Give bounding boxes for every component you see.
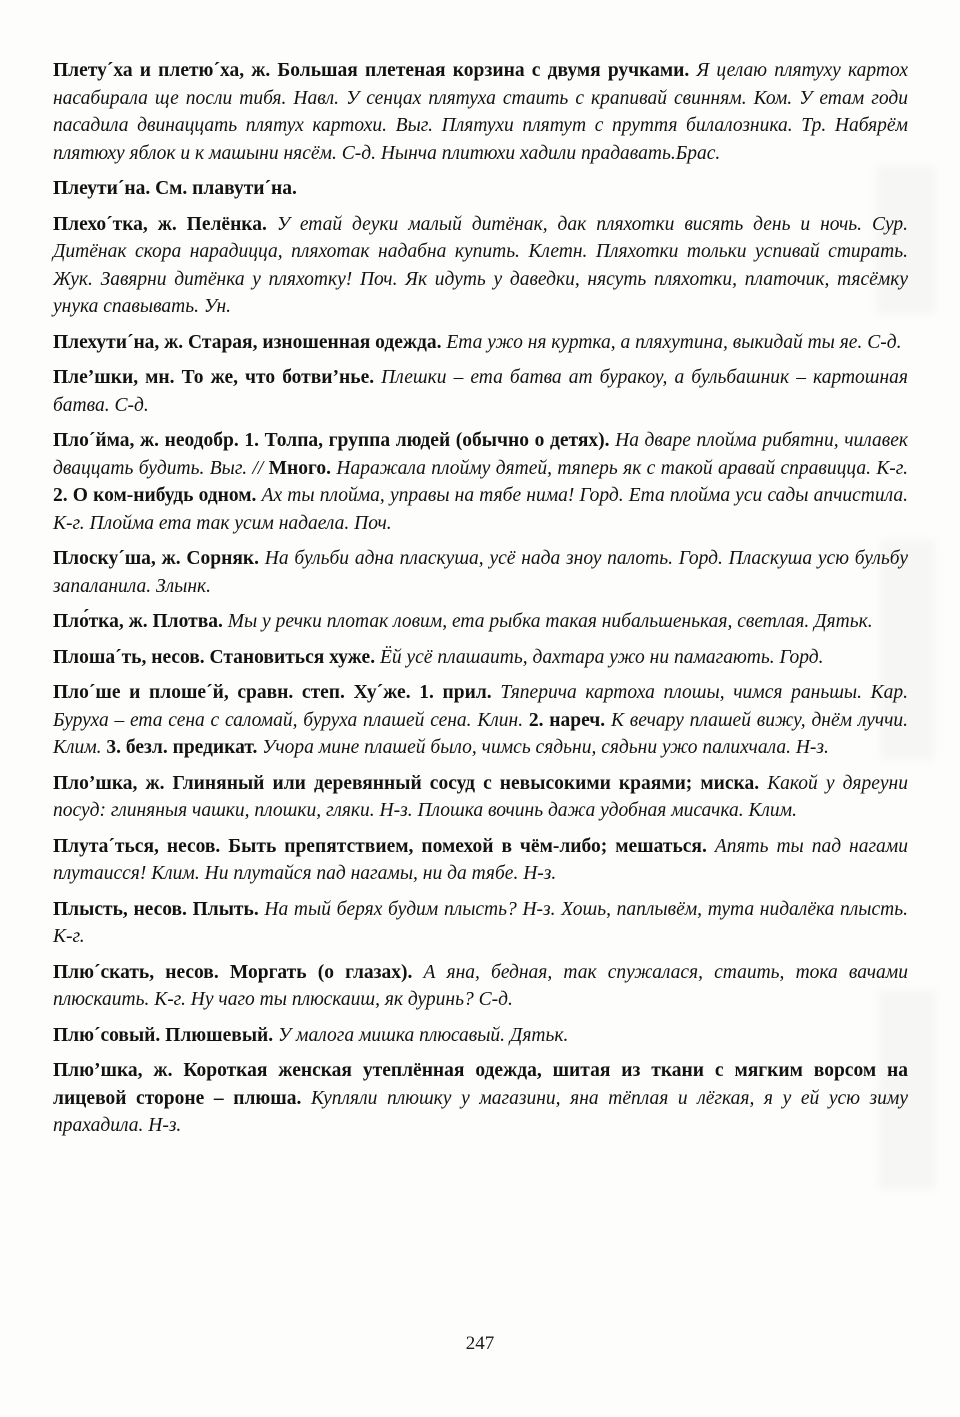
entry-example: На тый берях будим плысть? Н-з. Хошь, паплывём, тута нидалёка плысть. К-г. <box>53 898 908 947</box>
entry-example: Тяперича картоха плошы, чимся раньшы. Кар. Буруха – ета сена с саломай, буруха плашей сена. Клин. <box>53 682 908 731</box>
dictionary-entry <box>53 175 908 203</box>
entry-example: Купляли плюшку у магазини, яна тёплая и лёгкая, я у ей усю зиму прахадила. Н-з. <box>53 1087 909 1136</box>
entry-headword-definition: Пло’шка, ж. Глиняный или деревянный сосуд с невысокими краями; миска. <box>53 772 768 794</box>
entry-example: На бульби адна пласкуша, усё нада зноу палоть. Горд. Пласкуша усю бульбу запаланила. Злынк. <box>53 548 908 597</box>
entry-headword-definition: Плоску´ша, ж. Сорняк. <box>53 548 265 569</box>
dictionary-entry <box>53 364 908 419</box>
entry-headword-definition: Пло́тка, ж. Плотва. <box>53 611 228 632</box>
dictionary-entry <box>53 545 908 600</box>
entry-headword-definition: Плю´скать, несов. Моргать (о глазах). <box>53 961 424 983</box>
entry-headword-definition: Плеути´на. См. плавути´на. <box>53 178 297 199</box>
dictionary-entry <box>53 1057 908 1140</box>
entry-example: Я целаю плятуху картох насабирала ще посли тибя. Навл. У сенцах плятуха стаить с крапивай свинням. Ком. У етам годи пасадила двинаццать плятух картохи. Выг. Плятухи плятут с пруття билалозника. Тр. Набярём плятюху яблок и к машыни нясём. С-д. Нынча плитюхи хадили прадавать.Брас. <box>53 60 908 164</box>
entry-example: На дваре плойма рибятни, чилавек дваццать будить. Выг. // <box>53 430 908 479</box>
dictionary-entry <box>53 211 908 321</box>
entry-example: Наражала плойму дятей, тяперь як с такой аравай справицца. К-г. <box>336 457 908 479</box>
dictionary-entry <box>53 57 908 167</box>
entry-example: У малога мишка плюсавый. Дятьк. <box>278 1024 569 1046</box>
entry-example: Учора мине плашей было, чимсь сядьни, сядьни ужо палихчала. Н-з. <box>262 737 829 758</box>
entry-example: Мы у речки плотак ловим, ета рыбка такая нибальшенькая, светлая. Дятьк. <box>227 611 873 632</box>
dictionary-entry <box>53 427 908 537</box>
entry-example: А яна, бедная, так спужалася, стаить, тока вачами плюскаить. К-г. Ну чаго ты плюскаиш, як дуринь? С-д. <box>53 961 908 1010</box>
page-number: 247 <box>465 1333 495 1354</box>
entry-headword-definition: Плысть, несов. Плыть. <box>53 898 265 920</box>
entry-headword-definition: Плету´ха и плетю´ха, ж. Большая плетеная корзина с двумя ручками. <box>53 60 697 81</box>
dictionary-entry <box>53 644 908 672</box>
entry-headword-definition: Пле’шки, мн. То же, что ботви’нье. <box>53 367 382 388</box>
dictionary-entry <box>53 608 908 636</box>
entry-headword-definition: Плю’шка, ж. Короткая женская утеплённая одежда, шитая из ткани с мягким ворсом на лицевой стороне – плюша. <box>53 1060 908 1109</box>
entry-headword-definition: Пло´йма, ж. неодобр. 1. Толпа, группа людей (обычно о детях). <box>53 430 616 451</box>
dictionary-entry <box>53 770 908 825</box>
entry-example: К вечару плашей вижу, днём луччи. Клим. <box>53 709 908 758</box>
entry-headword-definition: 2. нареч. <box>528 709 611 731</box>
entry-example: Ах ты плойма, управы на тябе нима! Горд. Ета плойма уси сады апчистила. К-г. Плойма ета так усим надаела. Поч. <box>53 485 908 534</box>
entry-example: У етай деуки малый дитёнак, дак пляхотки висять день и ночь. Сур. Дитёнак скора нарадицца, пляхотак надабна купить. Клетн. Пляхотки тольки успивай стирать. Жук. Завярни дитёнка у пляхотку! Поч. Як идуть у даведки, нясуть пляхотки, платочик, тясёмку унука спавывать. Ун. <box>53 213 908 317</box>
entry-example: Ета ужо ня куртка, а пляхутина, выкидай ты яе. С-д. <box>446 331 902 353</box>
entry-headword-definition: Плута´ться, несов. Быть препятствием, помехой в чём-либо; мешаться. <box>53 835 715 857</box>
entry-headword-definition: 3. безл. предикат. <box>106 737 263 758</box>
dictionary-entry <box>53 959 908 1014</box>
entry-example: Плешки – ета батва ат буракоу, а бульбашник – картошная батва. С-д. <box>53 367 908 416</box>
entry-example: Какой у дяреуни посуд: глиняныя чашки, плошки, гляки. Н-з. Плошка вочинь дажа удобная мисачка. Клим. <box>53 772 908 821</box>
entry-headword-definition: Пло´ше и плоше´й, сравн. степ. Ху´же. 1. прил. <box>53 682 501 703</box>
dictionary-entry <box>53 679 908 762</box>
entry-headword-definition: Плю´совый. Плюшевый. <box>53 1024 279 1046</box>
entry-headword-definition: Много. <box>268 457 337 479</box>
dictionary-entry <box>53 896 908 951</box>
entry-example: Ёй усё плашаить, дахтара ужо ни памагають. Горд. <box>379 646 824 668</box>
entries <box>53 57 908 1148</box>
dictionary-entry <box>53 833 908 888</box>
entry-headword-definition: Плехути´на, ж. Старая, изношенная одежда. <box>53 331 447 353</box>
entry-headword-definition: Плехо´тка, ж. Пелёнка. <box>53 213 277 235</box>
entry-example: Апять ты пад нагами плутаисся! Клим. Ни плутайся пад нагамы, ни да тябе. Н-з. <box>53 835 908 884</box>
entry-headword-definition: 2. О ком-нибудь одном. <box>53 485 262 506</box>
dictionary-entry <box>53 1022 908 1050</box>
dictionary-entry <box>53 329 908 357</box>
entry-headword-definition: Плоша´ть, несов. Становиться хуже. <box>53 646 380 668</box>
